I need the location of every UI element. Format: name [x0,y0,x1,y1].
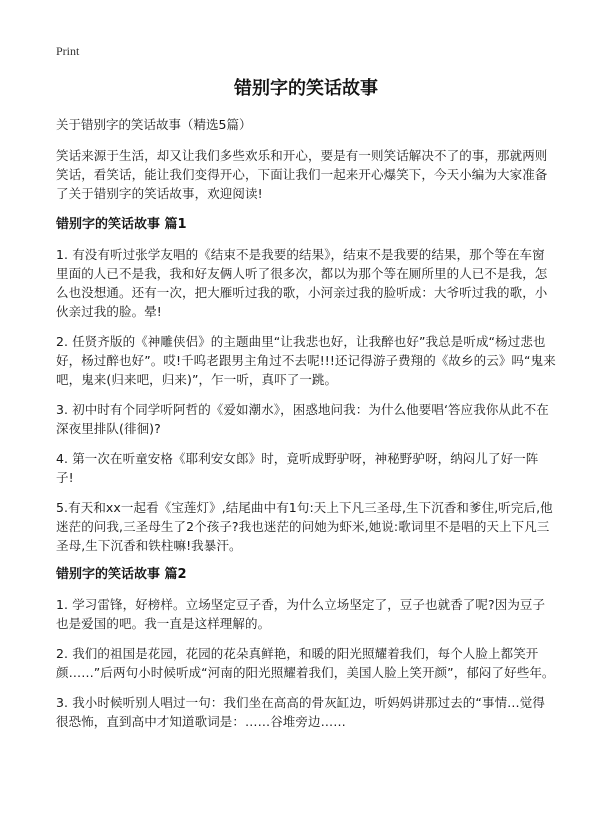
section-1 [56,216,556,555]
story-paragraph: 4. 第一次在听童安格《耶利安女郎》时，竟听成野驴呀，神秘野驴呀，纳闷儿了好一阵子! [56,451,539,485]
story-paragraph: 1. 学习雷锋，好榜样。立场坚定豆子香，为什么立场坚定了，豆子也就香了呢?因为豆子也是爱国的吧。我一直是这样理解的。 [56,597,546,631]
story-paragraph: 3. 初中时有个同学听阿哲的《爱如潮水》，困惑地问我：为什么他要唱‘答应我你从此不在深夜里排队(徘徊)? [56,402,549,436]
section-heading: 错别字的笑话故事 篇2 [56,567,187,582]
story-paragraph: 2. 任贤齐版的《神雕侠侣》的主题曲里“让我悲也好，让我醉也好”我总是听成“杨过悲也好，杨过醉也好”。哎!千呜老跟男主角过不去呢!!!还记得游子费翔的《故乡的云》吗“鬼来吧，鬼来(归来吧，归来)”，乍一听，真吓了一跳。 [56,334,556,387]
document-subtitle: 关于错别字的笑话故事（精选5篇） [56,117,252,132]
page-title: 错别字的笑话故事 [234,78,378,99]
story-paragraph: 2. 我们的祖国是花园，花园的花朵真鲜艳，和暖的阳光照耀着我们，每个人脸上都笑开颜……”后两句小时候听成“河南的阳光照耀着我们，美国人脸上笑开颜”，郁闷了好些年。 [56,646,555,680]
section-heading: 错别字的笑话故事 篇1 [56,217,187,232]
story-paragraph: 1. 有没有听过张学友唱的《结束不是我要的结果》，结束不是我要的结果，那个等在车窗里面的人已不是我，我和好友俩人听了很多次，都以为那个等在厕所里的人已不是我，怎么也没想通。还有一次，把大雁听过我的歌，小河亲过我的脸听成：大爷听过我的歌，小伙亲过我的脸。晕! [56,247,548,319]
story-paragraph: 5.有天和xx一起看《宝莲灯》,结尾曲中有1句:天上下凡三圣母,生下沉香和爹住,听完后,他迷茫的问我,三圣母生了2个孩子?我也迷茫的问她为虾米,她说:歌词里不是唱的天上下凡三圣母,生下沉香和铁柱嘛!我暴汗。 [56,500,553,553]
print-label[interactable]: Print [56,44,80,58]
story-paragraph: 3. 我小时候听别人唱过一句：我们坐在高高的骨灰缸边，听妈妈讲那过去的“事情…觉得很恐怖，直到高中才知道歌词是：……谷堆旁边…… [56,695,545,729]
section-2 [56,566,556,731]
intro-paragraph: 笑话来源于生活，却又让我们多些欢乐和开心，要是有一则笑话解决不了的事，那就两则笑话，看笑话，能让我们变得开心，下面让我们一起来开心爆笑下，今天小编为大家准备了关于错别字的笑话故事，欢迎阅读! [56,148,548,201]
